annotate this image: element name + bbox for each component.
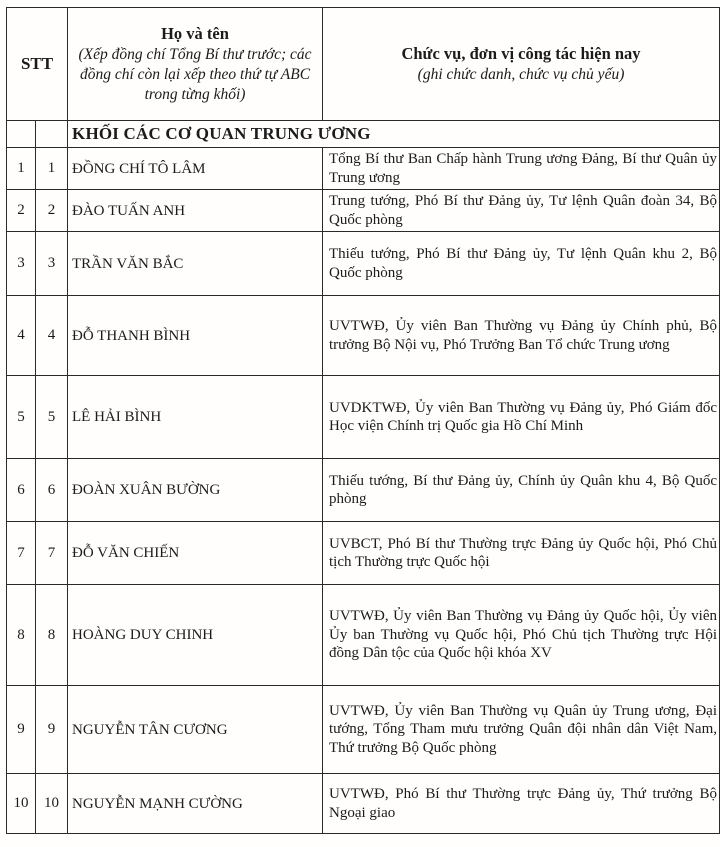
table-row [7, 232, 720, 296]
stt-primary-cell: 8 [7, 585, 36, 686]
stt-secondary-cell: 10 [36, 774, 68, 834]
column-header-stt: STT [7, 8, 68, 121]
table-row [7, 190, 720, 232]
position-header-note: (ghi chức danh, chức vụ chủ yếu) [417, 66, 625, 83]
name-cell: NGUYỄN MẠNH CƯỜNG [68, 774, 323, 834]
table-row [7, 296, 720, 376]
section-empty-cell [7, 121, 36, 148]
stt-secondary-cell: 4 [36, 296, 68, 376]
position-cell: UVTWĐ, Ủy viên Ban Thường vụ Đảng ủy Chính phủ, Bộ trưởng Bộ Nội vụ, Phó Trưởng Ban Tổ chức Trung ương [323, 296, 720, 376]
table-row [7, 585, 720, 686]
section-title: KHỐI CÁC CƠ QUAN TRUNG ƯƠNG [68, 121, 720, 148]
table-row [7, 522, 720, 585]
position-cell: Thiếu tướng, Phó Bí thư Đảng ủy, Tư lệnh Quân khu 2, Bộ Quốc phòng [323, 232, 720, 296]
name-cell: ĐỒNG CHÍ TÔ LÂM [68, 148, 323, 190]
roster-table [6, 7, 720, 834]
stt-secondary-cell: 7 [36, 522, 68, 585]
stt-primary-cell: 5 [7, 376, 36, 459]
table-row [7, 686, 720, 774]
stt-primary-cell: 4 [7, 296, 36, 376]
position-header-title: Chức vụ, đơn vị công tác hiện nay [401, 44, 641, 63]
stt-primary-cell: 9 [7, 686, 36, 774]
position-cell: Thiếu tướng, Bí thư Đảng ủy, Chính ủy Quân khu 4, Bộ Quốc phòng [323, 459, 720, 522]
stt-secondary-cell: 8 [36, 585, 68, 686]
column-header-name [68, 8, 323, 121]
table-row [7, 148, 720, 190]
name-cell: HOÀNG DUY CHINH [68, 585, 323, 686]
position-cell: UVDKTWĐ, Ủy viên Ban Thường vụ Đảng ủy, Phó Giám đốc Học viện Chính trị Quốc gia Hồ Chí Minh [323, 376, 720, 459]
name-cell: LÊ HẢI BÌNH [68, 376, 323, 459]
name-cell: ĐÀO TUẤN ANH [68, 190, 323, 232]
table-row [7, 774, 720, 834]
stt-secondary-cell: 3 [36, 232, 68, 296]
stt-secondary-cell: 1 [36, 148, 68, 190]
stt-primary-cell: 2 [7, 190, 36, 232]
stt-primary-cell: 10 [7, 774, 36, 834]
position-cell: Tổng Bí thư Ban Chấp hành Trung ương Đảng, Bí thư Quân ủy Trung ương [323, 148, 720, 190]
column-header-position [323, 8, 720, 121]
stt-secondary-cell: 5 [36, 376, 68, 459]
name-cell: NGUYỄN TÂN CƯƠNG [68, 686, 323, 774]
stt-primary-cell: 6 [7, 459, 36, 522]
name-cell: TRẦN VĂN BẮC [68, 232, 323, 296]
table-row [7, 459, 720, 522]
header-row [7, 8, 720, 121]
position-cell: Trung tướng, Phó Bí thư Đảng ủy, Tư lệnh Quân đoàn 34, Bộ Quốc phòng [323, 190, 720, 232]
name-header-title: Họ và tên [161, 24, 229, 43]
stt-secondary-cell: 6 [36, 459, 68, 522]
stt-secondary-cell: 2 [36, 190, 68, 232]
stt-secondary-cell: 9 [36, 686, 68, 774]
stt-primary-cell: 1 [7, 148, 36, 190]
section-empty-cell [36, 121, 68, 148]
table-row [7, 376, 720, 459]
position-cell: UVTWĐ, Ủy viên Ban Thường vụ Đảng ủy Quốc hội, Ủy viên Ủy ban Thường vụ Quốc hội, Phó Chủ tịch Thường trực Hội đồng Dân tộc của Quốc hội khóa XV [323, 585, 720, 686]
position-cell: UVTWĐ, Phó Bí thư Thường trực Đảng ủy, Thứ trưởng Bộ Ngoại giao [323, 774, 720, 834]
position-cell: UVTWĐ, Ủy viên Ban Thường vụ Quân ủy Trung ương, Đại tướng, Tổng Tham mưu trưởng Quân đội nhân dân Việt Nam, Thứ trưởng Bộ Quốc phòng [323, 686, 720, 774]
section-row [7, 121, 720, 148]
name-cell: ĐỖ THANH BÌNH [68, 296, 323, 376]
stt-primary-cell: 3 [7, 232, 36, 296]
stt-primary-cell: 7 [7, 522, 36, 585]
name-cell: ĐOÀN XUÂN BƯỜNG [68, 459, 323, 522]
position-cell: UVBCT, Phó Bí thư Thường trực Đảng ủy Quốc hội, Phó Chủ tịch Thường trực Quốc hội [323, 522, 720, 585]
name-header-note: (Xếp đồng chí Tổng Bí thư trước; các đồng chí còn lại xếp theo thứ tự ABC trong từng khối) [78, 46, 312, 103]
name-cell: ĐỖ VĂN CHIẾN [68, 522, 323, 585]
